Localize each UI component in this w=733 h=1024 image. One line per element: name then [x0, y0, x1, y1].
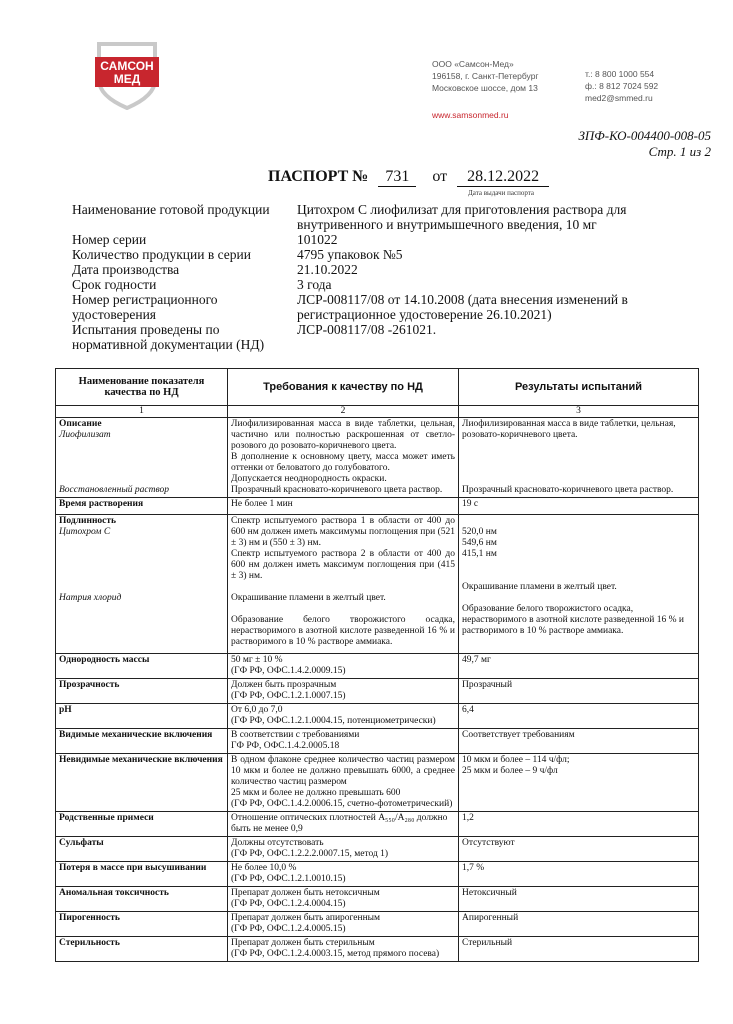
requirement: Спектр испытуемого раствора 1 в области от 400 до 600 нм должен иметь максимумы поглощения при (521 ± 3) нм и (550 ± 3) нм. — [231, 516, 455, 548]
requirement: (ГФ РФ, ОФС.1.2.4.0004.15) — [231, 899, 346, 909]
table-row — [56, 515, 699, 654]
info-value: 101022 — [297, 232, 338, 247]
website: www.samsonmed.ru — [432, 110, 509, 120]
column-index: 2 — [228, 406, 459, 418]
info-label: Дата производства — [72, 262, 180, 277]
param-subname: Цитохром С — [59, 527, 111, 537]
table-row — [56, 654, 699, 679]
quality-table — [55, 368, 699, 962]
requirement: 25 мкм и более не должно превышать 600 — [231, 788, 401, 798]
info-row — [72, 247, 672, 262]
result: Стерильный — [462, 938, 513, 948]
result: 415,1 нм — [462, 549, 497, 559]
company-name: ООО «Самсон-Мед» — [432, 59, 514, 69]
document-code-block — [578, 128, 711, 160]
table-row — [56, 498, 699, 515]
column-header: Требования к качеству по НД — [228, 369, 459, 406]
result: Нетоксичный — [462, 888, 517, 898]
column-index: 1 — [56, 406, 228, 418]
info-label: Испытания проведены по нормативной документации (НД) — [72, 322, 265, 352]
param-name: Подлинность — [59, 516, 117, 526]
requirement: От 6,0 до 7,0 — [231, 705, 283, 715]
table-row — [56, 679, 699, 704]
requirement: Не более 1 мин — [231, 499, 293, 509]
table-row — [56, 912, 699, 937]
param-name: Родственные примеси — [59, 813, 154, 823]
logo-text-1: САМСОН — [100, 59, 154, 73]
param-name: Однородность массы — [59, 655, 150, 665]
result: Окрашивание пламени в желтый цвет. — [462, 582, 617, 592]
param-name: Стерильность — [59, 938, 120, 948]
requirement: Образование белого творожистого осадка, нерастворимого в азотной кислоте разведенной 16 % и растворимого в 10 % растворе аммиака. — [231, 615, 455, 647]
param-subname: Натрия хлорид — [59, 593, 122, 603]
passport-label: ПАСПОРТ № — [268, 168, 369, 185]
result: Прозрачный — [462, 680, 513, 690]
table-row — [56, 837, 699, 862]
param-name: Аномальная токсичность — [59, 888, 169, 898]
logo-text-2: МЕД — [113, 72, 141, 86]
param-subname: Восстановленный раствор — [59, 485, 169, 495]
column-header: Наименование показателя качества по НД — [56, 369, 228, 406]
requirement: Прозрачный красновато-коричневого цвета раствор. — [231, 485, 443, 495]
table-row — [56, 937, 699, 962]
result: 549,6 нм — [462, 538, 497, 548]
requirement: Препарат должен быть нетоксичным — [231, 888, 380, 898]
info-row — [72, 277, 672, 292]
requirement: (ГФ РФ, ОФС.1.2.4.0003.15, метод прямого посева) — [231, 949, 440, 959]
column-header: Результаты испытаний — [459, 369, 699, 406]
requirement: Не более 10,0 % — [231, 863, 297, 873]
info-row — [72, 292, 672, 322]
result: 520,0 нм — [462, 527, 497, 537]
info-label: Номер регистрационного удостоверения — [72, 292, 218, 322]
info-value: 3 года — [297, 277, 332, 292]
fax: ф.: 8 812 7024 592 — [585, 81, 659, 91]
result: 25 мкм и более – 9 ч/фл — [462, 766, 558, 776]
company-city: 196158, г. Санкт-Петербург — [432, 71, 539, 81]
result: 19 с — [462, 499, 479, 509]
requirement: Отношение оптических плотностей A₅₅₀/A₂₈₀ должно быть не менее 0,9 — [231, 813, 448, 834]
table-row — [56, 812, 699, 837]
table-header-row — [56, 369, 699, 406]
result: 1,7 % — [462, 863, 485, 873]
requirement: Окрашивание пламени в желтый цвет. — [231, 593, 386, 603]
table-index-row — [56, 406, 699, 418]
result: Апирогенный — [462, 913, 519, 923]
result: Прозрачный красновато-коричневого цвета раствор. — [462, 485, 674, 495]
page-number: Стр. 1 из 2 — [648, 144, 711, 159]
result: Образование белого творожистого осадка, нерастворимого в азотной кислоте разведенной 16 % и растворимого в 10 % растворе аммиака. — [462, 604, 684, 636]
param-name: Пирогенность — [59, 913, 120, 923]
table-row — [56, 862, 699, 887]
info-label: Наименование готовой продукции — [72, 202, 270, 217]
table-row — [56, 418, 699, 498]
info-row — [72, 232, 672, 247]
param-name: Прозрачность — [59, 680, 120, 690]
table-row — [56, 704, 699, 729]
info-row — [72, 322, 672, 352]
requirement: Допускается неоднородность окраски. — [231, 474, 387, 484]
requirement: (ГФ РФ, ОФС.1.2.1.0004.15, потенциометрически) — [231, 716, 436, 726]
requirement: Препарат должен быть стерильным — [231, 938, 375, 948]
param-name: Видимые механические включения — [59, 730, 213, 740]
param-name: Потеря в массе при высушивании — [59, 863, 207, 873]
param-name: pH — [59, 705, 72, 715]
passport-date: 28.12.2022 — [457, 168, 549, 187]
phone: т.: 8 800 1000 554 — [585, 69, 655, 79]
requirement: (ГФ РФ, ОФС.1.2.1.0007.15) — [231, 691, 346, 701]
email: med2@smmed.ru — [585, 93, 653, 103]
result: 10 мкм и более – 114 ч/фл; — [462, 755, 570, 765]
product-info — [72, 202, 672, 352]
table-row — [56, 729, 699, 754]
requirement: (ГФ РФ, ОФС.1.2.2.2.0007.15, метод 1) — [231, 849, 389, 859]
company-address — [432, 58, 539, 94]
info-label: Количество продукции в серии — [72, 247, 251, 262]
result: 1,2 — [462, 813, 474, 823]
info-value: Цитохром С лиофилизат для приготовления раствора для внутривенного и внутримышечного введения, 10 мг — [297, 202, 627, 232]
requirement: В соответствии с требованиями — [231, 730, 360, 740]
result: Соответствует требованиям — [462, 730, 575, 740]
passport-from: от — [432, 168, 448, 185]
param-subname: Лиофилизат — [59, 430, 111, 440]
info-label: Срок годности — [72, 277, 157, 292]
requirement: 50 мг ± 10 % — [231, 655, 283, 665]
info-value: 21.10.2022 — [297, 262, 358, 277]
requirement: (ГФ РФ, ОФС.1.4.2.0006.15, счетно-фотометрический) — [231, 799, 453, 809]
requirement: Должны отсутствовать — [231, 838, 324, 848]
info-value: 4795 упаковок №5 — [297, 247, 403, 262]
info-row — [72, 202, 672, 232]
info-value: ЛСР-008117/08 -261021. — [297, 322, 437, 337]
requirement: (ГФ РФ, ОФС.1.4.2.0009.15) — [231, 666, 346, 676]
param-name: Невидимые механические включения — [59, 755, 223, 765]
info-row — [72, 262, 672, 277]
date-caption: Дата выдачи паспорта — [468, 189, 534, 197]
param-name: Описание — [59, 419, 102, 429]
result: Лиофилизированная масса в виде таблетки, цельная, розовато-коричневого цвета. — [462, 419, 676, 440]
company-contacts — [585, 68, 658, 104]
requirement: (ГФ РФ, ОФС.1.2.4.0005.15) — [231, 924, 346, 934]
result: 49,7 мг — [462, 655, 491, 665]
result: 6,4 — [462, 705, 474, 715]
requirement: (ГФ РФ, ОФС.1.2.1.0010.15) — [231, 874, 346, 884]
passport-number: 731 — [378, 168, 416, 187]
requirement: Спектр испытуемого раствора 2 в области от 400 до 600 нм должен иметь максимум поглощения при (415 ± 3) нм. — [231, 549, 455, 581]
table-row — [56, 887, 699, 912]
requirement: В дополнение к основному цвету, масса может иметь оттенки от беловатого до голубоватого. — [231, 452, 455, 473]
result: Отсутствуют — [462, 838, 515, 848]
column-index: 3 — [459, 406, 699, 418]
requirement: Должен быть прозрачным — [231, 680, 337, 690]
param-name: Сульфаты — [59, 838, 104, 848]
requirement: ГФ РФ, ОФС.1.4.2.0005.18 — [231, 741, 340, 751]
company-street: Московское шоссе, дом 13 — [432, 83, 538, 93]
info-label: Номер серии — [72, 232, 147, 247]
requirement: Препарат должен быть апирогенным — [231, 913, 381, 923]
company-logo — [95, 40, 159, 110]
document-code: ЗПФ-КО-004400-008-05 — [578, 128, 711, 143]
passport-title — [268, 168, 549, 187]
table-row — [56, 754, 699, 812]
requirement: В одном флаконе среднее количество частиц размером 10 мкм и более не должно превышать 6000, а среднее количество частиц размером — [231, 755, 455, 787]
info-value: ЛСР-008117/08 от 14.10.2008 (дата внесения изменений в регистрационное удостоверение 26.10.2021) — [297, 292, 628, 322]
param-name: Время растворения — [59, 499, 144, 509]
requirement: Лиофилизированная масса в виде таблетки, цельная, частично или полностью раскрошенная от светло-розового до розовато-коричневого цвета. — [231, 419, 455, 451]
